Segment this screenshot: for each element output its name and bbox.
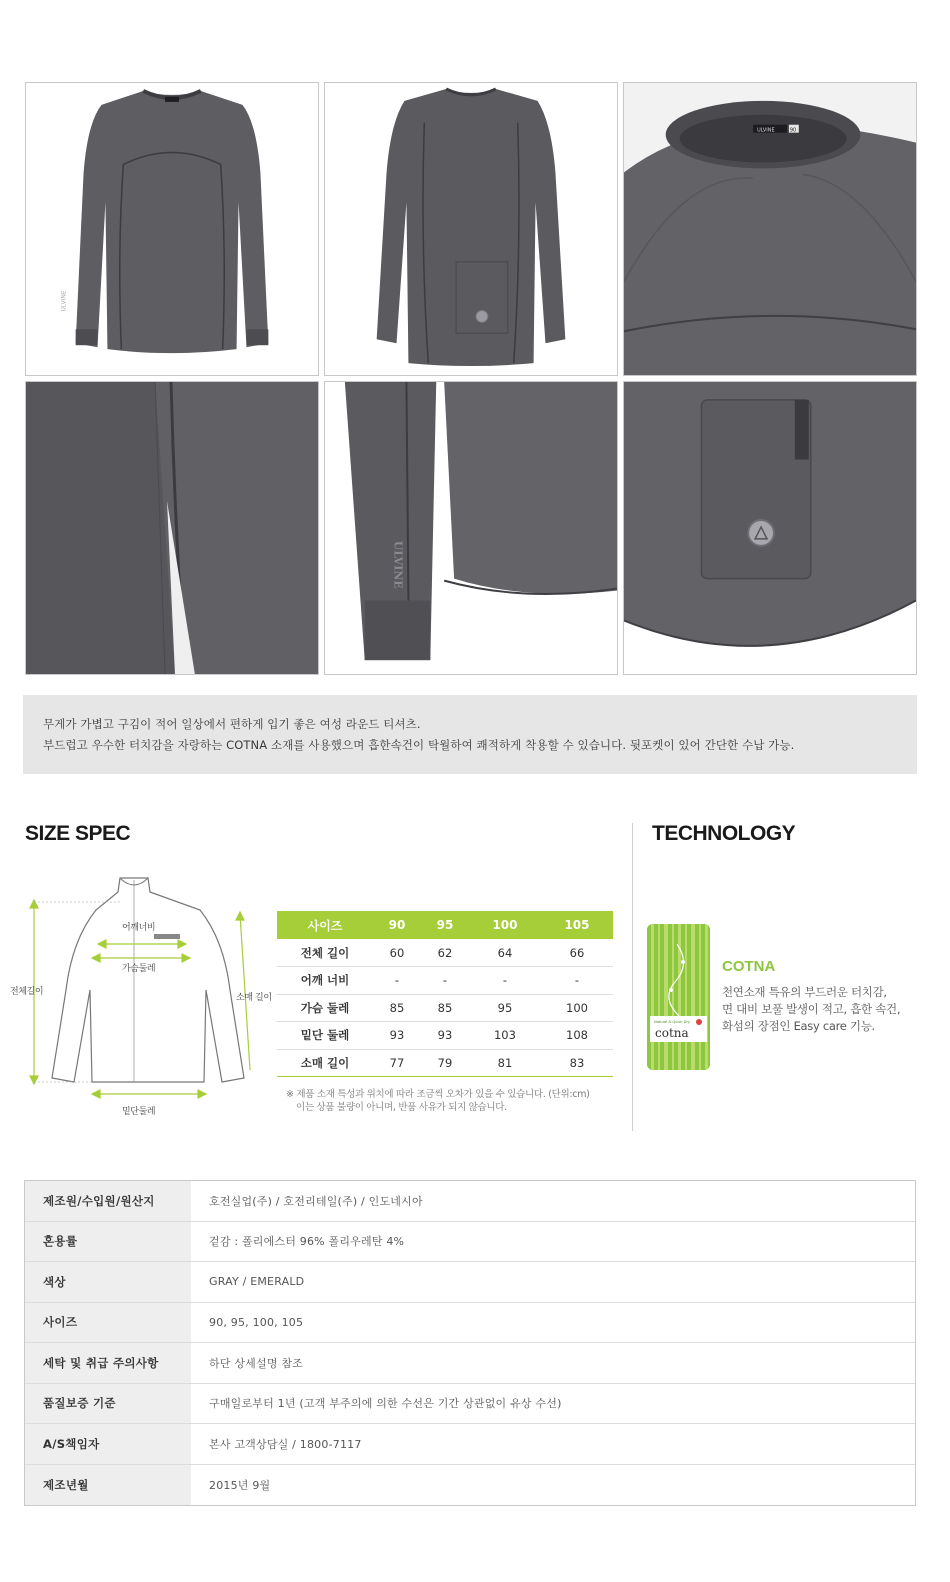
cell: 93 — [421, 1022, 469, 1050]
info-value: 본사 고객상담실 / 1800-7117 — [209, 1437, 362, 1451]
table-row — [25, 1303, 915, 1344]
table-row — [25, 1222, 915, 1263]
info-label: 세탁 및 취급 주의사항 — [25, 1343, 191, 1383]
info-label: 사이즈 — [25, 1303, 191, 1343]
cell: - — [469, 967, 541, 995]
size-note-line-1: ※ 제품 소재 특성과 위치에 따라 조금씩 오차가 있을 수 있습니다. (단위:cm) — [286, 1089, 590, 1100]
cell: 85 — [421, 994, 469, 1022]
info-label: 색상 — [25, 1262, 191, 1302]
row-label: 밑단 둘레 — [277, 1022, 373, 1050]
cell: - — [541, 967, 613, 995]
technology-desc-line-1: 천연소재 특유의 부드러운 터치감, — [722, 985, 887, 999]
row-label: 가슴 둘레 — [277, 994, 373, 1022]
cell: 66 — [541, 939, 613, 967]
table-row — [25, 1262, 915, 1303]
info-label: 제조원/수입원/원산지 — [25, 1181, 191, 1221]
table-row — [277, 994, 613, 1022]
cell: 85 — [373, 994, 421, 1022]
info-value: 2015년 9월 — [209, 1478, 271, 1492]
info-value: 호전실업(주) / 호전리테일(주) / 인도네시아 — [209, 1194, 423, 1208]
tag-small-text: Natural & Quick Dry — [654, 1020, 691, 1024]
collar-size-text: 90 — [789, 127, 797, 134]
technology-desc-line-2: 면 대비 보풀 발생이 적고, 흡한 속건, — [722, 1002, 901, 1016]
cell: 62 — [421, 939, 469, 967]
product-info-table — [24, 1180, 916, 1506]
table-row — [277, 1049, 613, 1077]
diagram-label-shoulder: 어깨너비 — [122, 923, 156, 933]
photo-sleeve-logo-closeup — [324, 381, 618, 675]
technology-description — [722, 984, 900, 1035]
info-value: 90, 95, 100, 105 — [209, 1315, 304, 1329]
photo-collar-closeup — [623, 82, 917, 376]
technology-desc-line-3: 화섬의 장점인 Easy care 기능. — [722, 1019, 875, 1033]
photo-front-view — [25, 82, 319, 376]
table-row — [277, 967, 613, 995]
cell: 103 — [469, 1022, 541, 1050]
row-label: 어깨 너비 — [277, 967, 373, 995]
info-label: 품질보증 기준 — [25, 1384, 191, 1424]
product-description — [23, 695, 917, 774]
cell: 79 — [421, 1049, 469, 1077]
cell: 100 — [541, 994, 613, 1022]
size-spec-title: SIZE SPEC — [25, 822, 131, 845]
table-row — [277, 939, 613, 967]
size-header-90: 90 — [373, 911, 421, 939]
cell: 93 — [373, 1022, 421, 1050]
size-table — [277, 911, 613, 1077]
info-value: GRAY / EMERALD — [209, 1275, 305, 1289]
description-line-2: 부드럽고 우수한 터치감을 자랑하는 COTNA 소재를 사용했으며 흡한속건이 탁월하여 쾌적하게 착용할 수 있습니다. 뒷포켓이 있어 간단한 수납 가능. — [43, 738, 795, 752]
info-label: 혼용률 — [25, 1222, 191, 1262]
size-note — [286, 1088, 590, 1114]
technology-name: COTNA — [722, 958, 776, 975]
size-diagram — [8, 870, 270, 1120]
photo-back-view — [324, 82, 618, 376]
info-value: 하단 상세설명 참조 — [209, 1356, 304, 1370]
table-row — [25, 1424, 915, 1465]
size-header-95: 95 — [421, 911, 469, 939]
sleeve-brand-text: ULVINE — [60, 290, 68, 312]
cell: 81 — [469, 1049, 541, 1077]
table-row — [277, 1022, 613, 1050]
table-row — [25, 1384, 915, 1425]
row-label: 소매 길이 — [277, 1049, 373, 1077]
diagram-label-chest: 가슴둘레 — [122, 964, 156, 974]
size-header-105: 105 — [541, 911, 613, 939]
technology-title: TECHNOLOGY — [652, 822, 796, 845]
cell: 95 — [469, 994, 541, 1022]
section-divider — [632, 823, 633, 1131]
info-value: 겉감 : 폴리에스터 96% 폴리우레탄 4% — [209, 1235, 405, 1249]
cell: 108 — [541, 1022, 613, 1050]
sleeve-logo-text: ULVINE — [391, 540, 405, 589]
info-label: 제조년월 — [25, 1465, 191, 1506]
size-table-header — [277, 911, 613, 939]
row-label: 전체 길이 — [277, 939, 373, 967]
photo-side-seam-closeup — [25, 381, 319, 675]
info-label: A/S책임자 — [25, 1424, 191, 1464]
cell: 77 — [373, 1049, 421, 1077]
cotna-tag-image — [647, 924, 710, 1070]
cell: 64 — [469, 939, 541, 967]
table-row — [25, 1465, 915, 1506]
table-row — [25, 1343, 915, 1384]
cell: 60 — [373, 939, 421, 967]
info-value: 구매일로부터 1년 (고객 부주의에 의한 수선은 기간 상관없이 유상 수선) — [209, 1397, 562, 1411]
photo-back-pocket-closeup — [623, 381, 917, 675]
size-header-100: 100 — [469, 911, 541, 939]
collar-brand-text: ULVINE — [757, 127, 775, 134]
cell: 83 — [541, 1049, 613, 1077]
diagram-label-total-length: 전체길이 — [10, 987, 44, 997]
size-header-label: 사이즈 — [277, 911, 373, 939]
description-line-1: 무게가 가볍고 구김이 적어 일상에서 편하게 입기 좋은 여성 라운드 티셔츠. — [43, 717, 421, 731]
cell: - — [421, 967, 469, 995]
tag-brand-text: cotna — [655, 1026, 689, 1040]
diagram-label-sleeve: 소매 길이 — [236, 993, 272, 1003]
size-note-line-2: 이는 상품 불량이 아니며, 반품 사유가 되지 않습니다. — [296, 1102, 507, 1113]
cell: - — [373, 967, 421, 995]
diagram-label-hem: 밑단둘레 — [122, 1107, 156, 1117]
table-row — [25, 1181, 915, 1222]
